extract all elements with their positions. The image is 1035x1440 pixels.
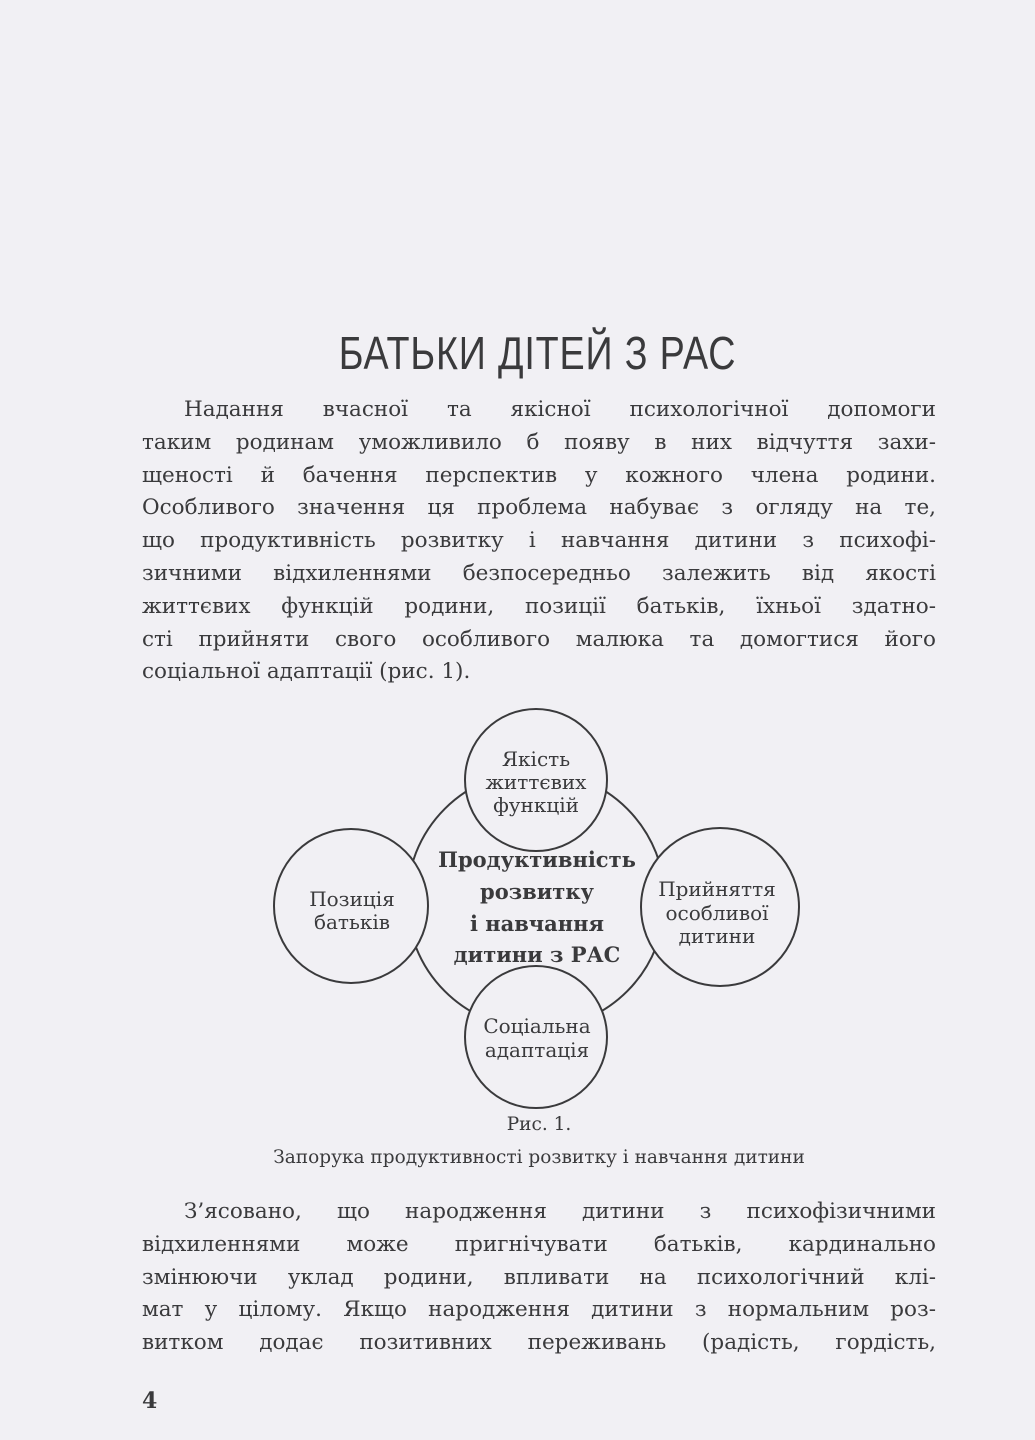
right-label-line: Прийняття [658, 877, 776, 901]
center-label-line: Продуктивність [438, 847, 636, 872]
paragraph-line: відхиленнями може пригнічувати батьків, кардинально [142, 1231, 936, 1257]
top-label-line: життєвих [485, 770, 587, 794]
bottom-label-line: адаптація [484, 1038, 590, 1062]
center-label-line: дитини з РАС [453, 942, 621, 967]
figure-caption: Запорука продуктивності розвитку і навчання дитини [273, 1147, 805, 1168]
paragraph-line: соціальної адаптації (рис. 1). [142, 659, 471, 685]
paragraph-line: таким родинам уможливило б появу в них відчуття захи- [142, 429, 936, 455]
paragraph-line: щеності й бачення перспектив у кожного члена родини. [142, 462, 936, 488]
paragraph-line: змінюючи уклад родини, впливати на психологічний клі- [142, 1264, 936, 1290]
page-title: БАТЬКИ ДІТЕЙ З РАС [338, 327, 737, 379]
right-label-line: дитини [678, 924, 756, 948]
paragraph-line: життєвих функцій родини, позиції батьків, їхньої здатно- [142, 593, 936, 619]
left-label-line: батьків [313, 910, 391, 934]
center-label-line: і навчання [469, 911, 605, 936]
bottom-label-line: Соціальна [483, 1014, 591, 1038]
paragraph-line: сті прийняти свого особливого малюка та домогтися його [142, 626, 936, 652]
paragraph-line: Надання вчасної та якісної психологічної допомоги [184, 397, 936, 422]
paragraph-line: що продуктивність розвитку і навчання дитини з психофі- [142, 528, 936, 554]
paragraph-line: мат у цілому. Якщо народження дитини з нормальним роз- [142, 1297, 936, 1323]
center-label-line: розвитку [480, 879, 594, 904]
top-label-line: Якість [501, 747, 571, 771]
paragraph-line: витком додає позитивних переживань (радість, гордість, [142, 1330, 936, 1356]
left-label-line: Позиція [309, 887, 395, 911]
paragraph-line: З’ясовано, що народження дитини з психофізичними [184, 1199, 936, 1224]
top-label-line: функцій [493, 793, 579, 817]
paragraph-line: Особливого значення ця проблема набуває з огляду на те, [142, 495, 936, 521]
right-label-line: особливої [665, 901, 769, 925]
paragraph-line: зичними відхиленнями безпосередньо залежить від якості [142, 560, 936, 586]
figure-label: Рис. 1. [506, 1114, 572, 1135]
page-number: 4 [142, 1388, 158, 1414]
second-paragraph [142, 1196, 936, 1360]
